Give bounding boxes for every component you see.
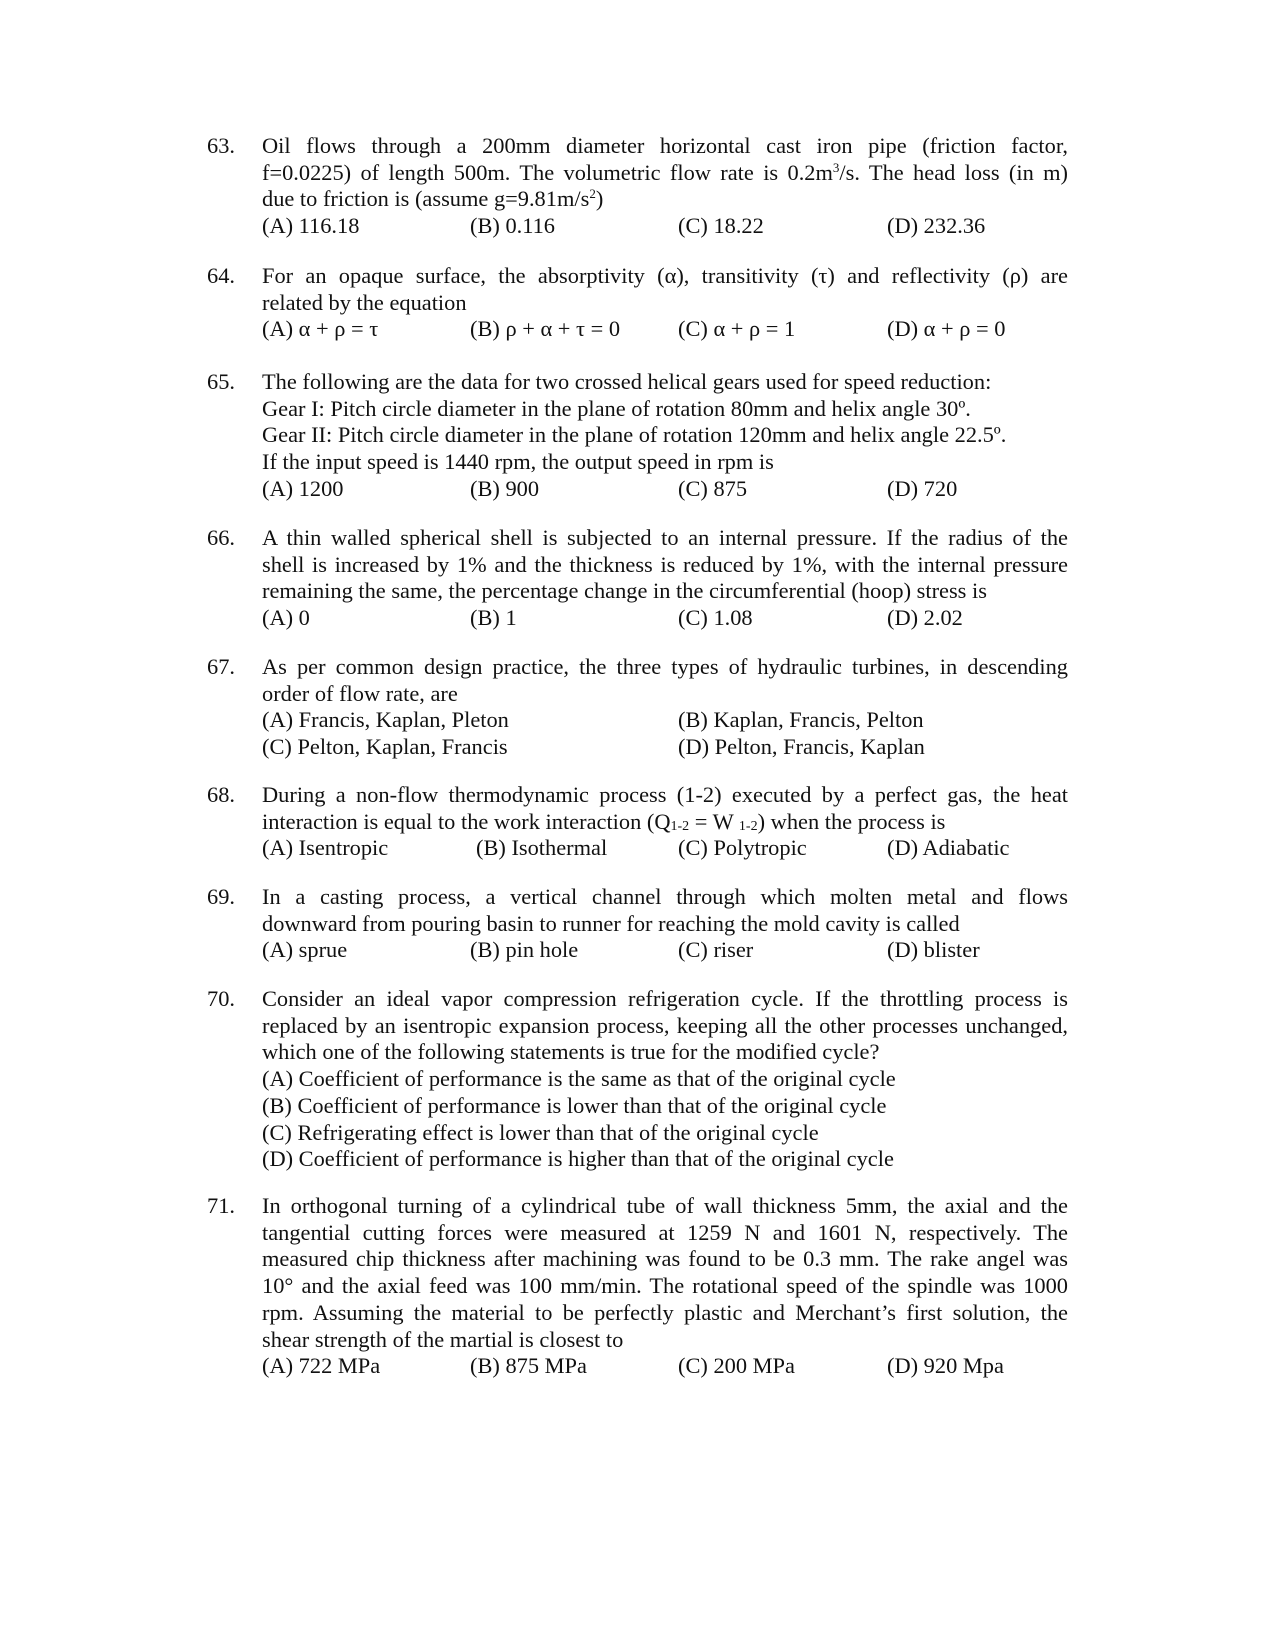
options-row xyxy=(262,213,1068,240)
question-stem xyxy=(262,525,1068,605)
stem-line: Gear II: Pitch circle diameter in the plane of rotation 120mm and helix angle 22.5º. xyxy=(262,422,1007,448)
option-b: (B) 900 xyxy=(470,475,540,501)
question-stem xyxy=(262,884,1068,937)
stem-line: remaining the same, the percentage change in the circumferential (hoop) stress is xyxy=(262,578,987,604)
option-b: (B) 1 xyxy=(470,605,517,631)
stem-line: shell is increased by 1% and the thickness is reduced by 1%, with the internal pressure xyxy=(262,551,1068,577)
option-c: (C) 875 xyxy=(678,475,748,501)
options-row xyxy=(262,937,1068,964)
options-row xyxy=(262,835,1068,862)
option-a: (A) α + ρ = τ xyxy=(262,316,379,342)
question-number: 71. xyxy=(207,1193,235,1218)
question-number: 65. xyxy=(207,369,235,394)
options-row xyxy=(262,605,1068,632)
option-b: (B) Kaplan, Francis, Pelton xyxy=(678,707,924,733)
options-row xyxy=(262,734,1068,761)
question-number: 67. xyxy=(207,654,235,679)
stem-line: For an opaque surface, the absorptivity (α), transitivity (τ) and reflectivity (ρ) are xyxy=(262,263,1068,288)
stem-line: which one of the following statements is true for the modified cycle? xyxy=(262,1039,880,1065)
stem-line: In a casting process, a vertical channel through which molten metal and flows xyxy=(262,884,1068,909)
stem-line: measured chip thickness after machining was found to be 0.3 mm. The rake angel was xyxy=(262,1246,1068,1272)
stem-line: downward from pouring basin to runner for reaching the mold cavity is called xyxy=(262,910,960,936)
stem-line: rpm. Assuming the material to be perfectly plastic and Merchant’s first solution, the xyxy=(262,1299,1068,1325)
option-c: (C) riser xyxy=(678,937,754,963)
option-a: (A) Francis, Kaplan, Pleton xyxy=(262,707,509,733)
stem-line: order of flow rate, are xyxy=(262,680,458,706)
stem-line: replaced by an isentropic expansion process, keeping all the other processes unchanged, xyxy=(262,1012,1068,1038)
option-b: (B) pin hole xyxy=(470,937,579,963)
option-d: (D) α + ρ = 0 xyxy=(887,316,1006,342)
option-d: (D) Adiabatic xyxy=(887,835,1010,861)
option-d: (D) 920 Mpa xyxy=(887,1353,1004,1379)
option-b: (B) ρ + α + τ = 0 xyxy=(470,316,621,342)
stem-line: Consider an ideal vapor compression refrigeration cycle. If the throttling process is xyxy=(262,986,1068,1011)
question-stem xyxy=(262,654,1068,707)
option-d: (D) Coefficient of performance is higher than that of the original cycle xyxy=(262,1146,894,1172)
question-number: 64. xyxy=(207,263,235,288)
option-c: (C) 1.08 xyxy=(678,605,753,631)
stem-line: If the input speed is 1440 rpm, the output speed in rpm is xyxy=(262,449,774,475)
question-stem xyxy=(262,263,1068,316)
option-a: (A) 722 MPa xyxy=(262,1353,381,1379)
question-stem xyxy=(262,986,1068,1066)
options-row xyxy=(262,1353,1068,1380)
option-d: (D) 232.36 xyxy=(887,213,986,239)
option-a: (A) 1200 xyxy=(262,475,344,501)
question-stem xyxy=(262,782,1068,835)
stem-line: A thin walled spherical shell is subjected to an internal pressure. If the radius of the xyxy=(262,525,1068,550)
option-a: (A) 0 xyxy=(262,605,310,631)
option-a: (A) Isentropic xyxy=(262,835,389,861)
option-c: (C) Polytropic xyxy=(678,835,807,861)
question-number: 66. xyxy=(207,525,235,550)
stem-line: related by the equation xyxy=(262,289,467,315)
option-c: (C) Pelton, Kaplan, Francis xyxy=(262,734,508,760)
question-stem xyxy=(262,369,1068,476)
option-a: (A) sprue xyxy=(262,937,348,963)
option-d: (D) 2.02 xyxy=(887,605,963,631)
question-number: 70. xyxy=(207,986,235,1011)
stem-line: tangential cutting forces were measured at 1259 N and 1601 N, respectively. The xyxy=(262,1219,1068,1245)
options-row xyxy=(262,316,1068,343)
option-c: (C) 18.22 xyxy=(678,213,764,239)
options-row xyxy=(262,707,1068,734)
option-a: (A) 116.18 xyxy=(262,213,360,239)
option-b: (B) Isothermal xyxy=(476,835,608,861)
stem-line: 10° and the axial feed was 100 mm/min. The rotational speed of the spindle was 1000 xyxy=(262,1273,1068,1299)
option-c: (C) α + ρ = 1 xyxy=(678,316,796,342)
question-number: 69. xyxy=(207,884,235,909)
option-c: (C) 200 MPa xyxy=(678,1353,795,1379)
option-d: (D) 720 xyxy=(887,475,958,501)
stem-line: interaction is equal to the work interaction ($Q_{1-2} = W$ $_{1-2}$) when the process is xyxy=(262,808,946,834)
stem-line: Oil flows through a 200mm diameter horizontal cast iron pipe (friction factor, xyxy=(262,133,1068,158)
stem-line: Gear I: Pitch circle diameter in the plane of rotation 80mm and helix angle 30º. xyxy=(262,395,971,421)
stem-line: In orthogonal turning of a cylindrical tube of wall thickness 5mm, the axial and the xyxy=(262,1193,1068,1218)
options-row xyxy=(262,476,1068,503)
option-d: (D) Pelton, Francis, Kaplan xyxy=(678,734,925,760)
option-b: (B) Coefficient of performance is lower than that of the original cycle xyxy=(262,1092,887,1118)
option-a: (A) Coefficient of performance is the same as that of the original cycle xyxy=(262,1066,896,1092)
option-c: (C) Refrigerating effect is lower than that of the original cycle xyxy=(262,1119,819,1145)
question-stem xyxy=(262,1193,1068,1353)
stem-line: f=0.0225) of length 500m. The volumetric flow rate is $0.2m^3/s$. The head loss (in m) xyxy=(262,159,1068,185)
option-b: (B) 875 MPa xyxy=(470,1353,587,1379)
stem-line: shear strength of the martial is closest to xyxy=(262,1326,624,1352)
stem-line: During a non-flow thermodynamic process (1-2) executed by a perfect gas, the heat xyxy=(262,782,1068,807)
question-number: 68. xyxy=(207,782,235,807)
option-b: (B) 0.116 xyxy=(470,213,555,239)
option-d: (D) blister xyxy=(887,937,980,963)
stem-line: The following are the data for two crossed helical gears used for speed reduction: xyxy=(262,369,992,394)
stem-line: due to friction is (assume $g=9.81m/s^2$) xyxy=(262,186,604,212)
question-number: 63. xyxy=(207,133,235,158)
stem-line: As per common design practice, the three types of hydraulic turbines, in descending xyxy=(262,654,1068,679)
question-stem xyxy=(262,133,1068,213)
